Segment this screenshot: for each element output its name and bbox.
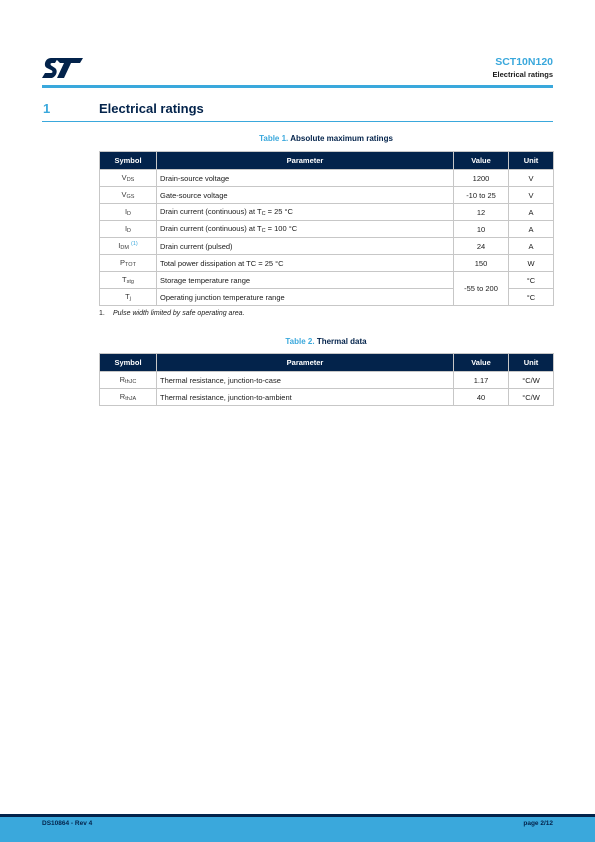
value-cell: 1200 <box>454 170 509 187</box>
table-row <box>100 372 554 389</box>
unit-cell: A <box>509 204 554 221</box>
value-cell: -55 to 200 <box>454 272 509 306</box>
table2-title: Thermal data <box>316 337 367 346</box>
value-cell: 10 <box>454 221 509 238</box>
footnote-text: Pulse width limited by safe operating area. <box>113 310 245 317</box>
symbol-cell: $T_{stg}$ <box>100 272 157 289</box>
parameter-cell: Thermal resistance, junction-to-ambient <box>157 389 454 406</box>
footnote-number: 1. <box>99 310 105 317</box>
unit-cell: °C/W <box>509 389 554 406</box>
symbol-cell: $I_D$ <box>100 221 157 238</box>
unit-cell: A <box>509 238 554 255</box>
absolute-max-ratings-table <box>99 151 554 306</box>
table-row <box>100 221 554 238</box>
table2-caption <box>99 337 553 346</box>
footer-doc-id: DS10864 - Rev 4 <box>42 820 93 827</box>
unit-cell: A <box>509 221 554 238</box>
symbol-cell: $V_{DS}$ <box>100 170 157 187</box>
table2-label: Table 2. <box>285 337 315 346</box>
value-cell: 12 <box>454 204 509 221</box>
parameter-cell: Total power dissipation at TC = 25 °C <box>157 255 454 272</box>
value-cell: 150 <box>454 255 509 272</box>
parameter-cell: Drain current (continuous) at $T_C = 25$ °C <box>157 204 454 221</box>
unit-cell: W <box>509 255 554 272</box>
column-header: Parameter <box>157 152 454 170</box>
table-row <box>100 204 554 221</box>
column-header: Unit <box>509 354 554 372</box>
symbol-cell: $V_{GS}$ <box>100 187 157 204</box>
parameter-cell: Storage temperature range <box>157 272 454 289</box>
symbol-cell: $T_j$ <box>100 289 157 306</box>
table-row <box>100 272 554 289</box>
parameter-cell: Gate-source voltage <box>157 187 454 204</box>
value-cell: 40 <box>454 389 509 406</box>
unit-cell: °C <box>509 272 554 289</box>
column-header: Unit <box>509 152 554 170</box>
symbol-cell: $P_{TOT}$ <box>100 255 157 272</box>
column-header: Parameter <box>157 354 454 372</box>
table1-label: Table 1. <box>259 134 289 143</box>
section-title: Electrical ratings <box>99 101 204 116</box>
header-rule <box>42 85 553 88</box>
column-header: Symbol <box>100 354 157 372</box>
column-header: Value <box>454 152 509 170</box>
table1-caption <box>99 134 553 143</box>
footer-page-number: page 2/12 <box>523 820 553 827</box>
st-logo-icon <box>41 56 83 80</box>
symbol-cell: $I_{DM}$ $^{(1)}$ <box>100 238 157 255</box>
value-cell: 24 <box>454 238 509 255</box>
parameter-cell: Drain-source voltage <box>157 170 454 187</box>
parameter-cell: Thermal resistance, junction-to-case <box>157 372 454 389</box>
value-cell: 1.17 <box>454 372 509 389</box>
parameter-cell: Drain current (continuous) at $T_C = 100$ °C <box>157 221 454 238</box>
table1-footnote <box>99 310 245 317</box>
symbol-cell: $I_D$ <box>100 204 157 221</box>
unit-cell: °C <box>509 289 554 306</box>
column-header: Value <box>454 354 509 372</box>
table1-title: Absolute maximum ratings <box>290 134 393 143</box>
table-row <box>100 187 554 204</box>
section-number: 1 <box>43 101 51 116</box>
table-header-row <box>100 354 554 372</box>
column-header: Symbol <box>100 152 157 170</box>
symbol-cell: $R_{thJA}$ <box>100 389 157 406</box>
table-row <box>100 238 554 255</box>
unit-cell: V <box>509 170 554 187</box>
parameter-cell: Operating junction temperature range <box>157 289 454 306</box>
table-row <box>100 389 554 406</box>
table-row <box>100 255 554 272</box>
footnote-ref[interactable]: (1) <box>131 241 138 247</box>
unit-cell: V <box>509 187 554 204</box>
table-header-row <box>100 152 554 170</box>
unit-cell: °C/W <box>509 372 554 389</box>
table-row <box>100 170 554 187</box>
symbol-cell: $R_{thJC}$ <box>100 372 157 389</box>
value-cell: -10 to 25 <box>454 187 509 204</box>
thermal-data-table <box>99 353 554 406</box>
header-part-number: SCT10N120 <box>495 56 553 68</box>
section-rule <box>42 121 553 122</box>
header-section-name: Electrical ratings <box>492 70 553 79</box>
parameter-cell: Drain current (pulsed) <box>157 238 454 255</box>
